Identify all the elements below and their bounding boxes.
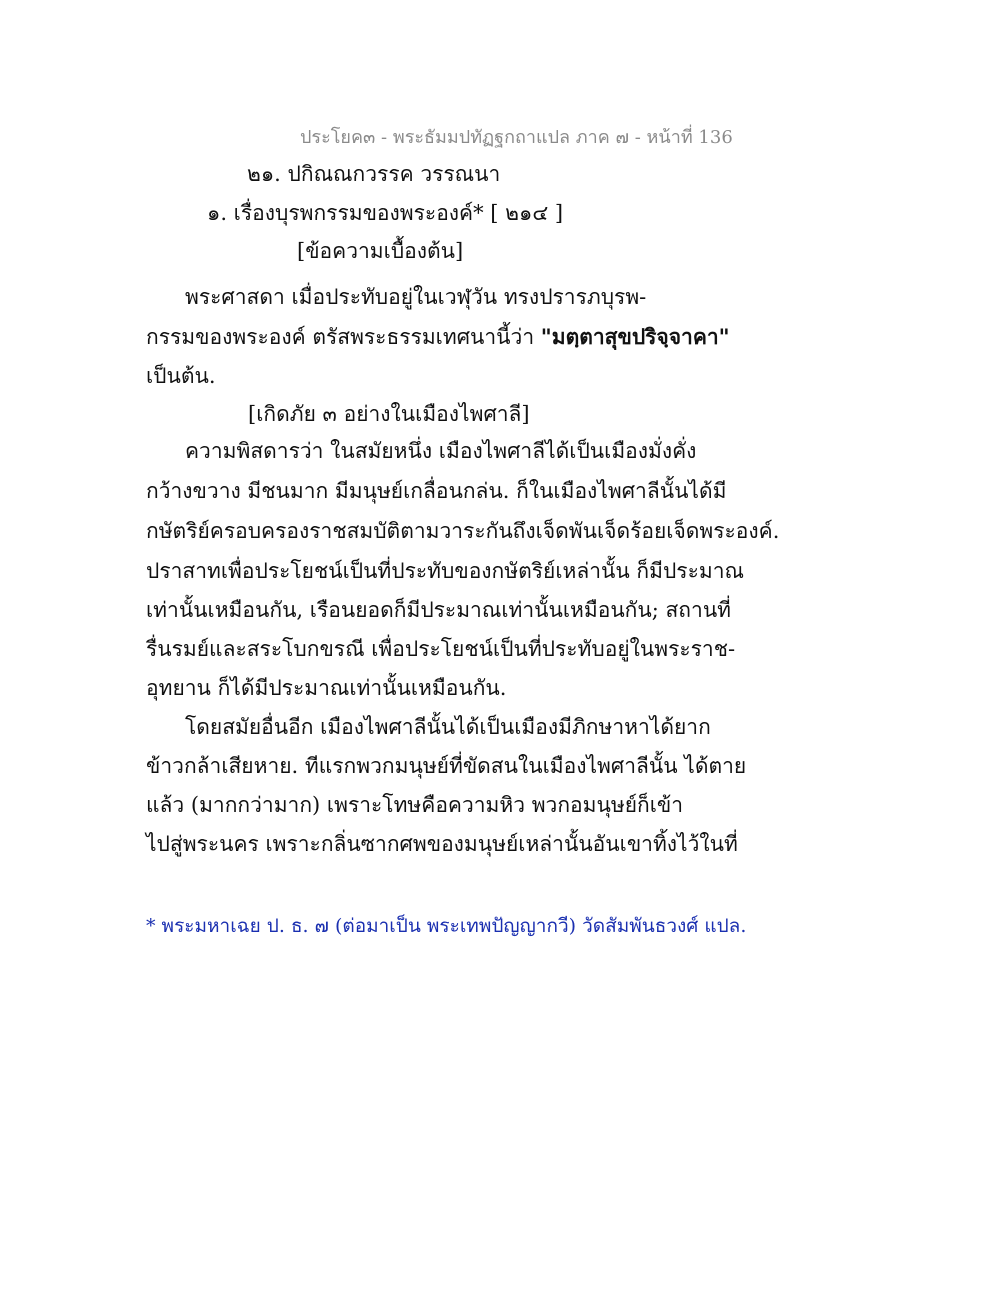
paragraph-line: ความพิสดารว่า ในสมัยหนึ่ง เมืองไพศาลีได้เป็นเมืองมั่งคั่ง	[185, 439, 697, 463]
paragraph-line: ปราสาทเพื่อประโยชน์เป็นที่ประทับของกษัตริย์เหล่านั้น ก็มีประมาณ	[146, 559, 744, 583]
section-heading-intro: [ข้อความเบื้องต้น]	[297, 239, 464, 263]
story-title: ๑. เรื่องบุรพกรรมของพระองค์* [ ๒๑๔ ]	[207, 201, 564, 225]
paragraph-line: โดยสมัยอื่นอีก เมืองไพศาลีนั้นได้เป็นเมืองมีภิกษาหาได้ยาก	[185, 715, 711, 739]
paragraph-line: ข้าวกล้าเสียหาย. ทีแรกพวกมนุษย์ที่ขัดสนในเมืองไพศาลีนั้น ได้ตาย	[146, 754, 747, 778]
chapter-title: ๒๑. ปกิณณกวรรค วรรณนา	[247, 162, 501, 186]
pali-quote: "มตฺตาสุขปริจฺจาคา"	[540, 324, 730, 349]
paragraph-line: อุทยาน ก็ได้มีประมาณเท่านั้นเหมือนกัน.	[146, 676, 507, 700]
paragraph-line: แล้ว (มากกว่ามาก) เพราะโทษคือความหิว พวกอมนุษย์ก็เข้า	[146, 793, 684, 817]
paragraph-line: กษัตริย์ครอบครองราชสมบัติตามวาระกันถึงเจ็ดพันเจ็ดร้อยเจ็ดพระองค์.	[146, 519, 780, 543]
running-header: ประโยค๓ - พระธัมมปทัฏฐกถาแปล ภาค ๗ - หน้าที่ 136	[300, 127, 733, 148]
paragraph-line: กว้างขวาง มีชนมาก มีมนุษย์เกลื่อนกล่น. ก็ในเมืองไพศาลีนั้นได้มี	[146, 479, 727, 503]
section-heading-three-dangers: [เกิดภัย ๓ อย่างในเมืองไพศาลี]	[248, 402, 530, 426]
paragraph-line-with-quote	[146, 323, 730, 351]
paragraph-line: พระศาสดา เมื่อประทับอยู่ในเวฬุวัน ทรงปรารภบุรพ-	[185, 285, 647, 309]
paragraph-line: ไปสู่พระนคร เพราะกลิ่นซากศพของมนุษย์เหล่านั้นอันเขาทิ้งไว้ในที่	[146, 832, 738, 856]
paragraph-line: เป็นต้น.	[146, 364, 216, 388]
paragraph-line: รื่นรมย์และสระโบกขรณี เพื่อประโยชน์เป็นที่ประทับอยู่ในพระราช-	[146, 637, 736, 661]
paragraph-line: เท่านั้นเหมือนกัน, เรือนยอดก็มีประมาณเท่านั้นเหมือนกัน; สถานที่	[146, 598, 732, 622]
footnote: * พระมหาเฉย ป. ธ. ๗ (ต่อมาเป็น พระเทพปัญญากวี) วัดสัมพันธวงศ์ แปล.	[146, 915, 747, 937]
paragraph-line-text: กรรมของพระองค์ ตรัสพระธรรมเทศนานี้ว่า	[146, 325, 541, 349]
